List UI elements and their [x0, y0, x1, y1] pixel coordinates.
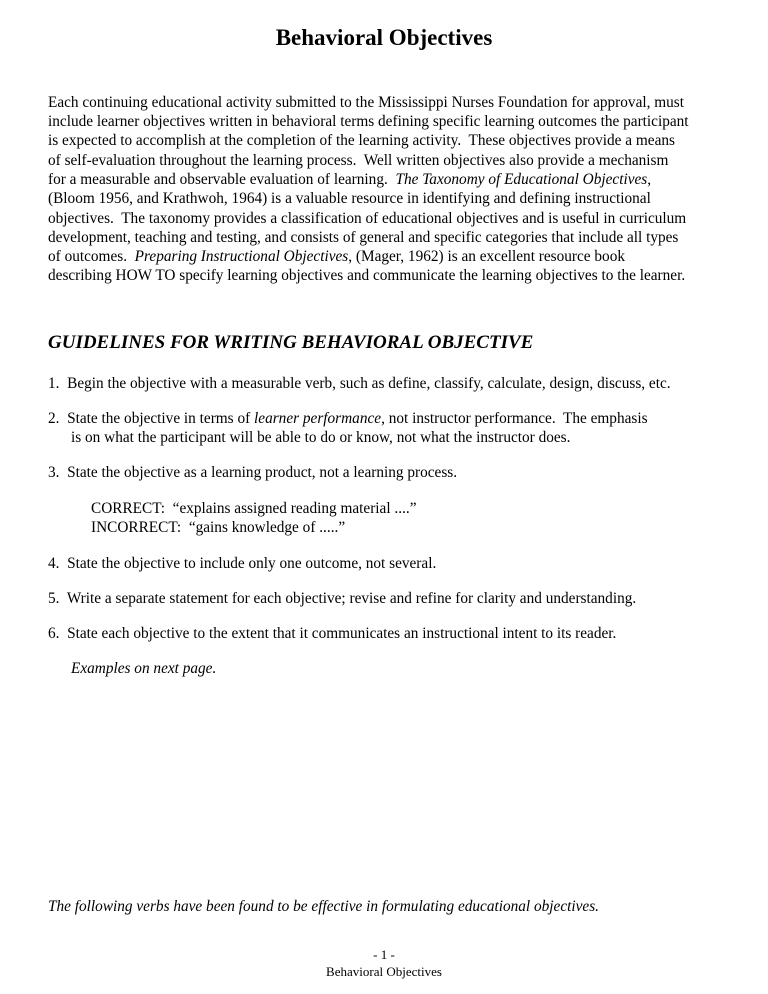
guideline-item: 1. Begin the objective with a measurable verb, such as define, classify, calculate, design, discuss, etc.: [48, 375, 671, 392]
page-number: - 1 -: [373, 947, 395, 962]
page-title: Behavioral Objectives: [275, 25, 493, 50]
book-title-mager: Preparing Instructional Objectives: [134, 248, 349, 265]
guideline-item: [48, 409, 648, 428]
intro-line: development, teaching and testing, and consists of general and specific categories that include all types: [48, 229, 679, 246]
correct-example: CORRECT: “explains assigned reading material ....”: [91, 500, 417, 517]
intro-line: of self-evaluation throughout the learning process. Well written objectives also provide a mechanism: [48, 152, 669, 169]
incorrect-example: INCORRECT: “gains knowledge of .....”: [91, 519, 346, 536]
guideline-item: 3. State the objective as a learning product, not a learning process.: [48, 464, 458, 481]
footer-label: Behavioral Objectives: [326, 964, 442, 979]
guidelines-heading: GUIDELINES FOR WRITING BEHAVIORAL OBJECTIVE: [48, 332, 534, 353]
book-title-taxonomy: The Taxonomy of Educational Objectives: [395, 171, 648, 188]
guideline-item: 5. Write a separate statement for each objective; revise and refine for clarity and understanding.: [48, 590, 637, 607]
intro-line: (Bloom 1956, and Krathwoh, 1964) is a valuable resource in identifying and defining instructional: [48, 190, 651, 207]
text: of outcomes.: [48, 248, 135, 265]
intro-line: describing HOW TO specify learning objectives and communicate the learning objectives to the learner.: [48, 267, 686, 284]
intro-line: include learner objectives written in behavioral terms defining specific learning outcomes the participant: [48, 113, 689, 130]
guideline-item: 6. State each objective to the extent that it communicates an instructional intent to its reader.: [48, 625, 617, 642]
verbs-note: The following verbs have been found to be effective in formulating educational objectives.: [48, 898, 599, 915]
intro-line: [48, 170, 651, 189]
emphasis: learner performance: [254, 410, 382, 427]
text: , (Mager, 1962) is an excellent resource book: [348, 248, 625, 265]
guideline-item-continued: is on what the participant will be able to do or know, not what the instructor does.: [71, 429, 571, 446]
intro-line: [48, 247, 625, 266]
text: , not instructor performance. The emphasis: [381, 410, 648, 427]
guideline-item: 4. State the objective to include only one outcome, not several.: [48, 555, 437, 572]
intro-line: is expected to accomplish at the completion of the learning activity. These objectives provide a means: [48, 132, 675, 149]
text: ,: [647, 171, 652, 188]
examples-note: Examples on next page.: [71, 660, 217, 677]
text: for a measurable and observable evaluation of learning.: [48, 171, 396, 188]
text: 2. State the objective in terms of: [48, 410, 255, 427]
intro-line: objectives. The taxonomy provides a classification of educational objectives and is useful in curriculum: [48, 210, 687, 227]
intro-line: Each continuing educational activity submitted to the Mississippi Nurses Foundation for approval, must: [48, 94, 685, 111]
